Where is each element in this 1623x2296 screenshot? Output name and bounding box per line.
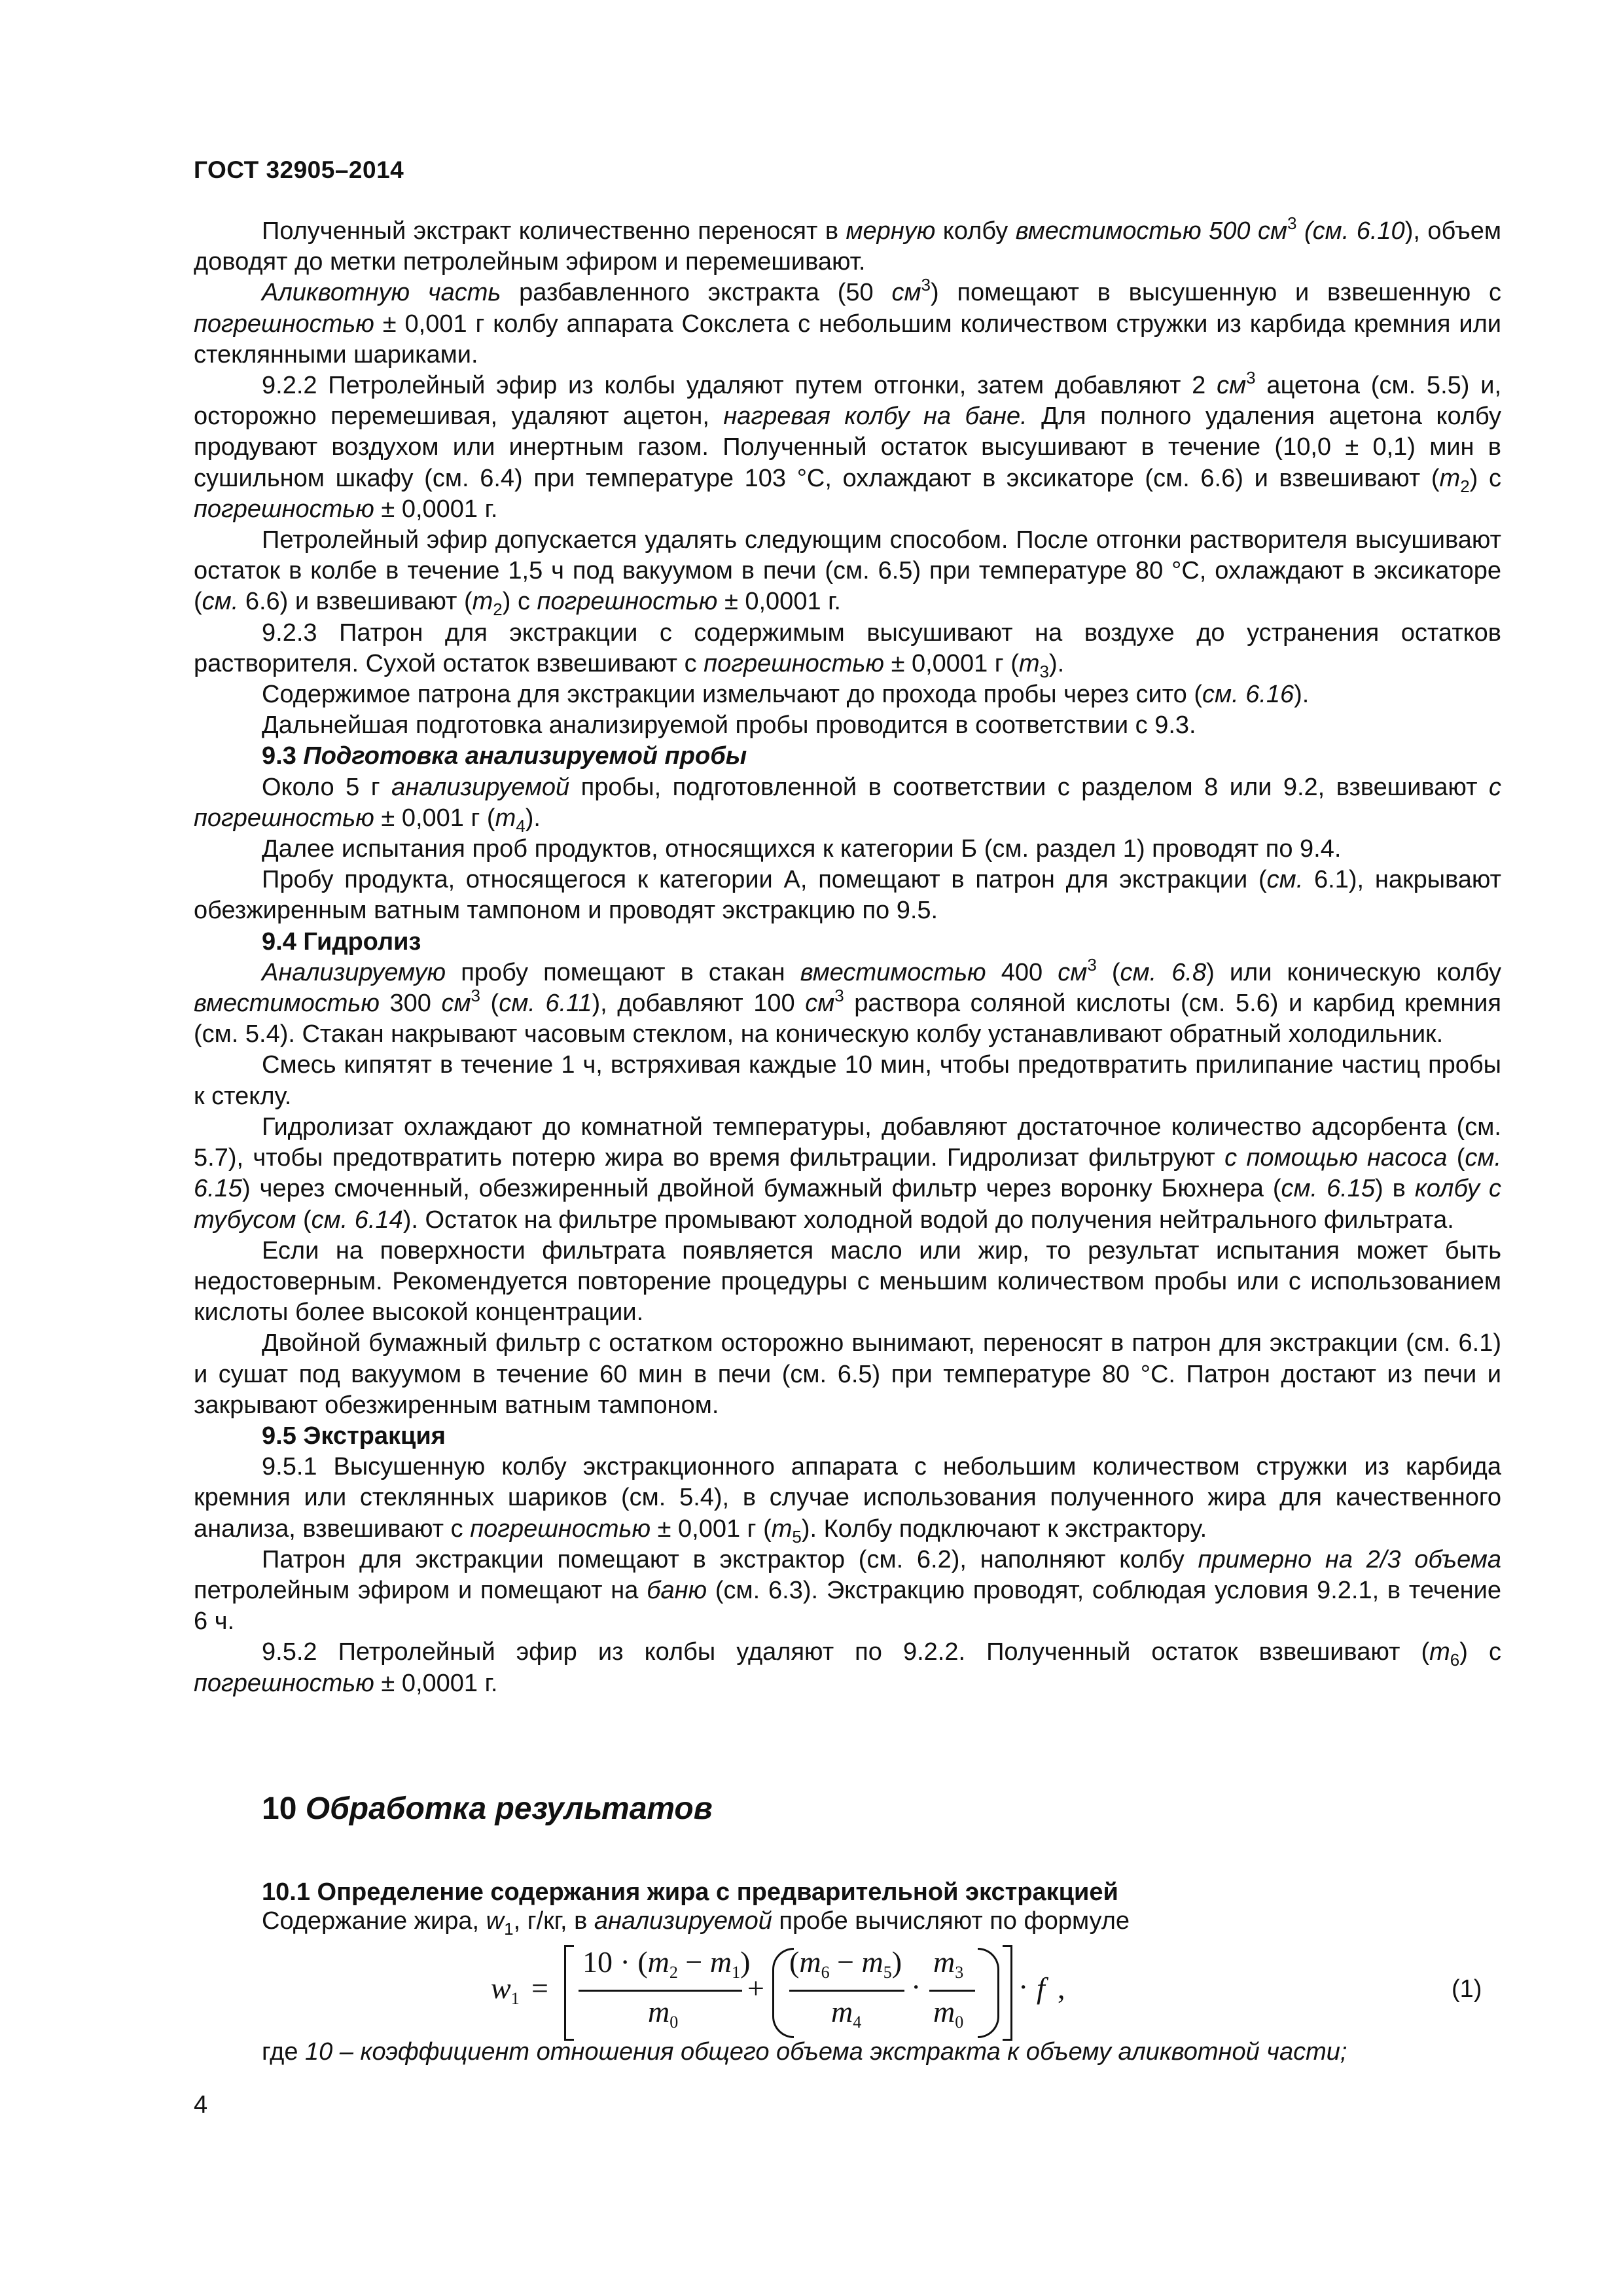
term2-denominator: m4	[831, 1995, 862, 2032]
section-heading-10: 10 Обработка результатов	[262, 1791, 713, 1826]
formula-mult: ·	[1018, 1970, 1029, 2003]
term2-numerator: (m6 − m5)	[789, 1945, 902, 1982]
subsection-heading-9-3: 9.3 Подготовка анализируемой пробы	[262, 742, 747, 770]
paragraph-9-2-2: 9.2.2 Петролейный эфир из колбы удаляют путем отгонки, затем добавляют 2 $см^3$ ацетона (см. 5.5) и, осторожно перемешивая, удаляют ацетон, нагревая колбу на бане. Для полного удаления ацетона колбу продувают воздухом или инертным газом. Полученный остаток высушивают в течение (10,0 ± 0,1) мин в сушильном шкафу (см. 6.4) при температуре 103 °С, охлаждают в эксикаторе (см. 6.6) и взвешивают $(m_2)$ с погрешностью ± 0,0001 г.	[194, 368, 1501, 523]
formula-comma: ,	[1058, 1971, 1065, 2005]
term3-fraction-bar	[929, 1990, 975, 1992]
standard-code-header: ГОСТ 32905–2014	[194, 156, 404, 183]
right-bracket	[1003, 1945, 1012, 2041]
subsection-heading-9-5: 9.5 Экстракция	[262, 1422, 446, 1450]
term1-numerator: 10 · (m2 − m1)	[582, 1945, 751, 1982]
paragraph: Дальнейшая подготовка анализируемой пробы проводится в соответствии с 9.3.	[262, 711, 1196, 740]
formula-plus: +	[747, 1971, 764, 2005]
left-bracket	[564, 1945, 574, 2041]
paragraph: Около 5 г анализируемой пробы, подготовленной в соответствии с разделом 8 или 9.2, взвешивают с погрешностью ± 0,001 г $(m_4)$.	[194, 773, 1501, 836]
paragraph: Петролейный эфир допускается удалять следующим способом. После отгонки растворителя высушивают остаток в колбе в течение 1,5 ч под вакуумом в печи (см. 6.5) при температуре 80 °С, охлаждают в эксикаторе (см. 6.6) и взвешивают $(m_2)$ с погрешностью ± 0,0001 г.	[194, 526, 1501, 620]
term3-denominator: m0	[933, 1995, 964, 2032]
term1-denominator: m0	[648, 1995, 679, 2032]
paragraph: Если на поверхности фильтрата появляется масло или жир, то результат испытания может быть недостоверным. Рекомендуется повторение процедуры с меньшим количеством пробы или с использованием кислоты более высокой концентрации.	[194, 1236, 1501, 1327]
formula-lhs: w1	[491, 1971, 520, 2008]
term2-fraction-bar	[789, 1990, 904, 1992]
paragraph-9-2-3: 9.2.3 Патрон для экстракции с содержимым высушивают на воздухе до устранения остатков растворителя. Сухой остаток взвешивают с погрешностью ± 0,0001 г $(m_3)$.	[194, 619, 1501, 681]
term3-numerator: m3	[933, 1945, 964, 1982]
paragraph: Пробу продукта, относящегося к категории А, помещают в патрон для экстракции (см. 6.1), накрывают обезжиренным ватным тампоном и проводят экстракцию по 9.5.	[194, 866, 1501, 925]
formula-dot: ·	[911, 1970, 921, 2003]
paragraph: Анализируемую пробу помещают в стакан вместимостью 400 $см^3$ (см. 6.8) или коническую колбу вместимостью 300 $см^3$ (см. 6.11), добавляют 100 $см^3$ раствора соляной кислоты (см. 5.6) и карбид кремния (см. 5.4). Стакан накрывают часовым стеклом, на коническую колбу устанавливают обратный холодильник.	[194, 954, 1501, 1049]
document-body	[194, 213, 1502, 1699]
paragraph: Содержимое патрона для экстракции измельчают до прохода пробы через сито (см. 6.16).	[262, 681, 1310, 709]
subsection-heading-10-1: 10.1 Определение содержания жира с предварительной экстракцией	[262, 1878, 1118, 1906]
term1-fraction-bar	[579, 1990, 742, 1992]
paragraph-9-5-2: 9.5.2 Петролейный эфир из колбы удаляют по 9.2.2. Полученный остаток взвешивают $(m_6)$ с погрешностью ± 0,0001 г.	[194, 1638, 1501, 1697]
subsection-heading-9-4: 9.4 Гидролиз	[262, 927, 421, 956]
fat-content-formula	[491, 1943, 1106, 2041]
right-paren	[978, 1948, 999, 2038]
paragraph: Патрон для экстракции помещают в экстрактор (см. 6.2), наполняют колбу примерно на 2/3 объема петролейным эфиром и помещают на баню (см. 6.3). Экстракцию проводят, соблюдая условия 9.2.1, в течение 6 ч.	[194, 1545, 1501, 1636]
paragraph: Далее испытания проб продуктов, относящихся к категории Б (см. раздел 1) проводят по 9.4.	[262, 835, 1342, 863]
paragraph: Полученный экстракт количественно переносят в мерную колбу вместимостью 500 $см^3$ (см. 6.10), объем доводят до метки петролейным эфиром и перемешивают.	[194, 213, 1502, 276]
equation-number: (1)	[1452, 1975, 1482, 2003]
page-number: 4	[194, 2091, 208, 2119]
formula-intro: Содержание жира, $w_1$, г/кг, в анализируемой пробе вычисляют по формуле	[262, 1907, 1130, 1939]
paragraph: Гидролизат охлаждают до комнатной температуры, добавляют достаточное количество адсорбента (см. 5.7), чтобы предотвратить потерю жира во время фильтрации. Гидролизат фильтруют с помощью насоса (см. 6.15) через смоченный, обезжиренный двойной бумажный фильтр через воронку Бюхнера (см. 6.15) в колбу с тубусом (см. 6.14). Остаток на фильтре промывают холодной водой до получения нейтрального фильтрата.	[194, 1113, 1501, 1234]
paragraph: Смесь кипятят в течение 1 ч, встряхивая каждые 10 мин, чтобы предотвратить прилипание частиц пробы к стеклу.	[194, 1051, 1501, 1110]
formula-equals: =	[531, 1971, 548, 2005]
formula-f: f	[1037, 1971, 1045, 2005]
paragraph: Двойной бумажный фильтр с остатком осторожно вынимают, переносят в патрон для экстракции (см. 6.1) и сушат под вакуумом в течение 60 мин в печи (см. 6.5) при температуре 80 °С. Патрон достают из печи и закрывают обезжиренным ватным тампоном.	[194, 1329, 1501, 1419]
paragraph: Аликвотную часть разбавленного экстракта (50 $см^3$) помещают в высушенную и взвешенную с погрешностью ± 0,001 г колбу аппарата Сокслета с небольшим количеством стружки из карбида кремния или стеклянными шариками.	[194, 275, 1501, 368]
formula-where-clause: где 10 – коэффициент отношения общего объема экстракта к объему аликвотной части;	[262, 2038, 1347, 2066]
paragraph-9-5-1: 9.5.1 Высушенную колбу экстракционного аппарата с небольшим количеством стружки из карбида кремния или стеклянных шариков (см. 5.4), в случае использования полученного жира для качественного анализа, взвешивают с погрешностью ± 0,001 г $(m_5)$. Колбу подключают к экстрактору.	[194, 1453, 1501, 1547]
